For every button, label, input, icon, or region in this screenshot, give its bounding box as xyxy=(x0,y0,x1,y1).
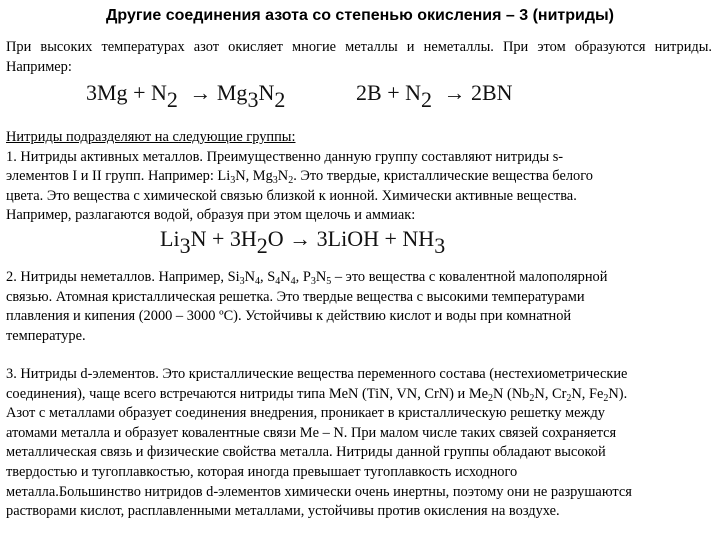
group-2-section xyxy=(6,268,712,346)
equation-b-n2 xyxy=(356,80,513,112)
group-2-line-4: температуре. xyxy=(6,327,86,344)
eq1-reactant-1: 3Mg xyxy=(86,80,128,105)
groups-heading: Нитриды подразделяют на следующие группы: xyxy=(6,129,296,145)
group-2-line-3: плавления и кипения (2000 – 3000 ºС). Устойчивы к действию кислот и воды при комнатной xyxy=(6,308,572,325)
group-3-line-8: растворами кислот, расплавленными металлами, устойчивы против окисления на воздухе. xyxy=(6,503,560,520)
eq2-subscript: 2 xyxy=(421,87,432,112)
intro-paragraph: При высоких температурах азот окисляет многие металлы и неметаллы. При этом образуются нитриды. Например: xyxy=(6,39,712,75)
eq2-product: 2BN xyxy=(471,80,513,105)
eq3-product-2: NH3 xyxy=(402,226,446,258)
eq1-arrow: → xyxy=(189,80,212,105)
group-3-line-6: твердостью и тугоплавкостью, которая иногда превышает тугоплавкость исходного xyxy=(6,463,518,480)
eq1-product-n: N xyxy=(258,80,275,105)
group-3-section xyxy=(6,365,712,522)
group-3-line-2: соединения), чаще всего встречаются нитриды типа MeN (TiN, VN, CrN) и $Me_2N$ ($Nb_2N$, $Cr_2N$, $Fe_2N$). xyxy=(6,385,628,404)
group-2-line-2: связью. Атомная кристаллическая решетка. Это твердые вещества с высокими температурами xyxy=(6,288,585,305)
eq2-reactant-2: N xyxy=(405,80,421,105)
eq1-subscript: 3 xyxy=(247,87,259,112)
group-3-line-7: металла.Большинство нитридов d-элементов химически очень инертны, поэтому они не разрушаются xyxy=(6,483,632,500)
eq2-reactant-1: 2B xyxy=(356,80,382,105)
group-3-line-5: металлическая связь и физические свойства металла. Нитриды данной группы обладают высокой xyxy=(6,444,606,461)
eq3-product-1: 3LiOH xyxy=(316,226,379,251)
group-1-line-2: элементов I и II групп. Например: $Li_3N$, $Mg_3N_2$. Это твердые, кристаллические вещества белого xyxy=(6,168,593,187)
equation-mg-n2 xyxy=(86,80,286,112)
eq3-reactant-1: Li3N xyxy=(160,226,207,258)
eq1-subscript: 2 xyxy=(166,87,178,112)
eq3-plus: + xyxy=(211,226,225,251)
eq3-reactant-2: 3H2O xyxy=(229,226,284,258)
eq1-plus: + xyxy=(133,80,146,105)
group-1-line-4: Например, разлагаются водой, образуя при этом щелочь и аммиак: xyxy=(6,207,416,224)
eq2-plus: + xyxy=(387,80,400,105)
group-2-line-1: 2. Нитриды неметаллов. Например, $Si_3N_4$, $S_4N_4$, $P_3N_5$ – это вещества с ковалентной малополярной xyxy=(6,269,608,287)
page-title: Другие соединения азота со степенью окисления – 3 (нитриды) xyxy=(106,7,614,24)
group-3-line-4: атомами металла и образует ковалентные связи Me – N. При малом числе таких связей сохраняется xyxy=(6,424,617,441)
eq2-arrow: → xyxy=(443,80,466,105)
group-3-line-1: 3. Нитриды d-элементов. Это кристаллические вещества переменного состава (нестехиометрические xyxy=(6,366,628,382)
eq1-product-metal: Mg xyxy=(216,80,248,105)
eq1-reactant-2: N xyxy=(150,80,167,105)
group-1-line-1: 1. Нитриды активных металлов. Преимущественно данную группу составляют нитриды s- xyxy=(6,148,564,165)
group-1-line-3: цвета. Это вещества с химической связью близкой к ионной. Химически активные вещества. xyxy=(6,187,577,204)
eq3-plus-2: + xyxy=(384,226,397,251)
group-3-line-3: Азот с металлами образует соединения внедрения, проникает в кристаллическую решетку между xyxy=(6,405,605,422)
group-1-section xyxy=(6,128,712,226)
eq3-arrow: → xyxy=(289,226,312,251)
eq1-subscript: 2 xyxy=(274,87,286,112)
equation-li3n-water xyxy=(160,226,446,258)
